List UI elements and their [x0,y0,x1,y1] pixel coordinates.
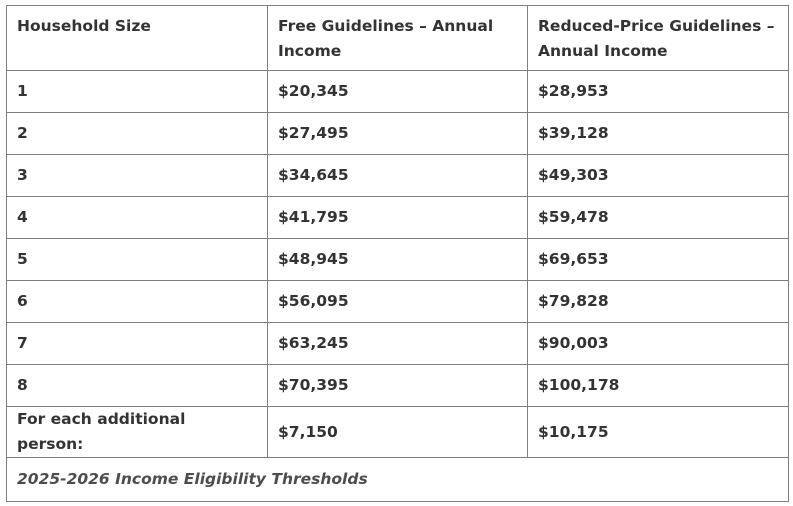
reduced-income-cell: $100,178 [528,365,789,407]
household-size-cell: 5 [7,239,268,281]
free-income-cell: $63,245 [268,323,528,365]
free-income-cell: $27,495 [268,113,528,155]
reduced-income-cell: $79,828 [528,281,789,323]
table-row [7,323,789,365]
free-income-cell: $41,795 [268,197,528,239]
free-income-cell: $70,395 [268,365,528,407]
table-row [7,239,789,281]
household-size-cell: 7 [7,323,268,365]
reduced-income-cell: $28,953 [528,71,789,113]
header-row [7,6,789,71]
household-size-cell: 2 [7,113,268,155]
household-size-cell: 6 [7,281,268,323]
reduced-income-cell: $90,003 [528,323,789,365]
reduced-income-cell: $59,478 [528,197,789,239]
free-income-cell: $48,945 [268,239,528,281]
income-eligibility-table [6,5,789,502]
table-caption: 2025-2026 Income Eligibility Thresholds [7,458,789,502]
header-free-guidelines: Free Guidelines – Annual Income [268,6,528,71]
table-row [7,71,789,113]
table-row [7,281,789,323]
reduced-income-cell: $10,175 [528,407,789,458]
household-size-cell: 3 [7,155,268,197]
household-size-cell: 1 [7,71,268,113]
reduced-income-cell: $39,128 [528,113,789,155]
household-size-cell: 4 [7,197,268,239]
free-income-cell: $34,645 [268,155,528,197]
free-income-cell: $56,095 [268,281,528,323]
table-row [7,113,789,155]
table-row [7,197,789,239]
reduced-income-cell: $69,653 [528,239,789,281]
caption-row [7,458,789,502]
additional-person-label: For each additional person: [7,407,268,458]
table-row [7,365,789,407]
free-income-cell: $7,150 [268,407,528,458]
free-income-cell: $20,345 [268,71,528,113]
header-household-size: Household Size [7,6,268,71]
household-size-cell: 8 [7,365,268,407]
table-row [7,155,789,197]
table-row-additional-person [7,407,789,458]
header-reduced-price-guidelines: Reduced-Price Guidelines – Annual Income [528,6,789,71]
reduced-income-cell: $49,303 [528,155,789,197]
